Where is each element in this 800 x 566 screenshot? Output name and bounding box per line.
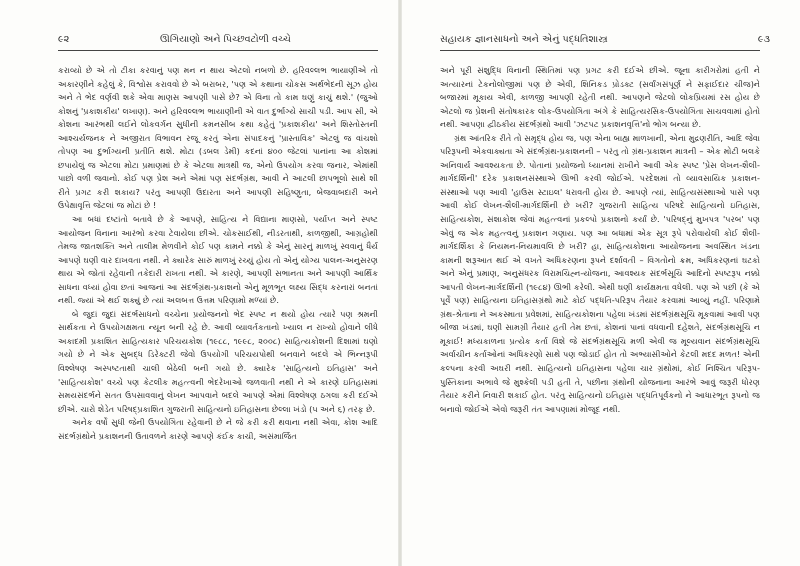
- left-page-number: ૯૨: [58, 34, 70, 45]
- right-page-number: ૯૩: [757, 34, 770, 45]
- right-header-rule: [440, 50, 760, 51]
- right-paragraph: અને પૂરી સંશુદ્ધિ વિનાની સ્થિતિમાં પણ પ્રગટ કરી દઈએ છીએ. જૂના કારીગરોમાં હતી ને અત્યારનાં ટેકનોલોજીમાં પણ છે એવી, શિનિકડ પ્રોડક્ટ (સર્વાંગસંપૂર્ણ ને સફાઈદાર ચીજ)ને બજારમાં મૂકાય એવી, કાળજી આપણી રહેતી નથી. આપણને જેટલો લોકપ્રિયમાં રસ હોય છે એટલો જ પ્રેશની સંતોષકારક લોક-ઉપયોગિતા અંગે કે સાહિત્યરસિક-ઉપયોગિતા સાચવવામાં હોતો નથી. આપણા દ્વીઠકીય સંદર્ભગ્રંથો આવી 'ઝટપટ પ્રકાશનવૃત્તિ'નો ભોગ બન્યા છે.: [440, 65, 760, 130]
- left-paragraph: આ બધાં દષ્ટાંતો બતાવે છે કે આપણે, સાહિત્ય ને વિદ્યાના માણસો, પર્યાપ્ત અને સ્પષ્ટ આયોજન વિનાના આરંભો કરવા ટેવાયેલા છીએ. ચોકસાઈથી, નીડરતાથી, કાળજીથી, આગ્રહોથી તેમજ જાતશક્તિ અને તાલીમ મેળવીને કોઈ પણ કામને નક્કો કે એનું સારનું માળખું સ્વવાનું ધૈર્ય આપણે ઘણી વાર દાખવતા નથી. ને ક્યારેક સારું માળખું રચ્યું હોય તો એનું યોગ્ય પાલન-અનુસરણ થાય એ જોતાં રહેવાની તકેદારી રાખતા નથી. એ કારણે, આપણી સભાનતા અને આપણી આર્થિક સાધના વધ્યાં હોવા છતાં આજનાં આ સંદર્ભગ્રંથ-પ્રકાશનો એનું મૂળભૂત લક્ષ્ય સિદ્ધ કરનારાં બનતાં નથી. જ્યાં એ થઈ શક્યું છે ત્યાં અલબત્ત ઉત્તમ પરિણામો મળ્યાં છે.: [58, 214, 378, 306]
- right-body-text: [440, 64, 760, 416]
- left-running-title: ઊગિયાણો અને પિચ્છવટોળી વચ્ચે: [160, 34, 291, 45]
- left-paragraph: અનેક વર્ષો સુધી જેની ઉપયોગિતા રહેવાની છે ને જે કરી કરી થવાના નથી એવા, કોશ આદિ સંદર્ભગ્રંથોને પ્રકાશનની ઉતાવળને કારણે આપણે કંઈક કાચી, અસંમાર્જિત: [58, 417, 378, 441]
- right-paragraph: ગ્રંથ આંતરિક રીતે તો સમૃદ્ધ હોય જ, પણ એના બાહ્ય માળખાની, એના મુદ્રણરીતિ, આદિ જેવા પરિરૂપની એકવાક્યતા એ સંદર્ભગ્રંથ-પ્રકાશનની – પરંતુ તો ગ્રંથ-પ્રકાશન માત્રની – એક મોટી બલકે અનિવાર્ય આવશ્યકતા છે. પોતાનાં પ્રયોજનો ધ્યાનમાં રાખીને આવી એક સ્પષ્ટ 'પ્રેસ લેખન-શૈલી-માર્ગદર્શિની' દરેક પ્રકાશનસંસ્થાએ ઊભી કરવી જોઈએ. પરદેશમાં તો વ્યાવસાયિક પ્રકાશન-સંસ્થાઓ પણ આવી 'હાઉસ સ્ટાઇલ' ધરાવતી હોય છે. આપણે ત્યાં, સાહિત્યસંસ્થાઓ પાસે પણ આવી કોઈ લેખન-શૈલી-માર્ગદર્શિની છે ખરી? ગુજરાતી સાહિત્ય પરિષદે સાહિત્યનો ઇતિહાસ, સાહિત્યકોશ, સંશાકોશ જેવાં મહત્ત્વનાં પ્રકલ્પો પ્રકાશનો કર્યાં છે. 'પરિષદ્‌નું મુખપત્ર 'પરબ' પણ એવું જ એક મહત્ત્વનું પ્રકાશન ગણાય. પણ આ બધામાં એક સૂત્ર રૂપે પરોવાયેલી કોઈ શૈલી-માર્ગદર્શિકા કે નિયમન-નિયમાવલિ છે ખરી? હા, સાહિત્યકોશના આયોજનના અવસ્થિત ખંડના કામની શરૂઆત થઈ એ વખતે અધિકરણના રૂપને દર્શાવતી – વિગતોનો ક્રમ, અધિકરણનાં ઘટકો અને એનું પ્રમાણ, અનુસંધરક વિરામચિહ્ન-યોજના, આવશ્યક સંદર્ભસૂચિ આદિનો સ્પષ્ટરૂપ નક્કો આપતી લેખન-માર્ગદર્શિની (૧૯૮૪) ઊભી કરેલી. એથી ઘણી કાર્યક્ષમતા વધેલી. પણ એ પછી (કે એ પૂર્વે પણ) સાહિત્યના ઇતિહાસગ્રંથો માટે કોઈ પદ્ધતિ-પરિરૂપ તૈયાર કરવામાં આવ્યું નહીં. પરિણામે ગ્રંથ-શ્રેતાના ને અકસ્માતા પ્રવેશમાં, સાહિત્યકોશના પહેલા ખંડમાં સંદર્ભગ્રંથસૂચિ મૂકવામાં આવી પણ બીજા ખંડમાં, ઘણી સામગ્રી તૈયાર હતી તેમ છતાં, કોશનાં પાનાં વધવાની દહેશતે, સંદર્ભગ્રંથસૂચિ ન મૂકાઈ! મધ્યકાળના પ્રત્યેક કર્તા વિશે જે સંદર્ભગ્રંથસૂચિ મળી એવી જ મૂલ્યવાન સંદર્ભગ્રંથસૂચિ અર્વાચીન કર્તાઓનાં અધિકરણો સાથે પણ જોડાઈ હોત તો અભ્યાસીઓને કેટલી મદદ મળત! એની કલ્પના કરવી અઘરી નથી. સાહિત્યનો ઇતિહાસના પહેલા ચાર ગ્રંથોમાં, કોઈ નિશ્ચિત પરિરૂપ-પુસ્તિકાના અભાવે જે મુશ્કેલી પડી હતી તે, પછીના ગ્રંથોની યોજનાના આરંભે આવું જરૂરી ધોરણ તૈયાર કરીને નિવારી શકાઈ હોત. પરંતુ સાહિત્યનો ઇતિહાસ પદ્ધતિપૂર્વકનો ને આધારભૂત રૂપનો જ બનાવો જોઈએ એવો જરૂરી તંત આપણામાં મોજૂદ નથી.: [440, 132, 760, 414]
- right-running-title: સહાયક જ્ઞાનસાધનો અને એનું પદ્ધતિશાસ્ત્ર: [440, 34, 608, 45]
- left-header-rule: [58, 50, 378, 51]
- left-paragraph: કરાવ્યો છે એ તો ટીકા કરવાનું પણ મન ન થાય એટલો નબળો છે. હરિવલ્લભ ભાયાણીએ તો અકારણીને કહેલું કે, વિશ્વોસ કરાવવો છે એ બરાબર, 'પણ એ કથાના ચોકસ અર્થભેદની સૂઝ હોય અને તે ભેદ વર્ણવી શકે એવા માણસ આપણી પાસે છે? એ વિના તો કામ ઘણું કાચું થશે.' (જુઓ કોશનું 'પ્રકાશકીય' લખાણ). અને હરિવલ્લભ ભાયાણીની એ વાત દુર્ભાગ્યે સાચી પડી. આપ સી, એ કોશના આરંભથી લઈને લોકવર્ગન સુધીની કમનસીબ કથા કહેતું 'પ્રકાશકીય' અને શિસ્તોસ્તની આશ્ચર્યજનક ને અજીરાત વિભાવન રજૂ કરતું એના સંપાદકનું 'પ્રાસ્તાવિક' એટલું જ વાંચશો તોપણ આ દુર્ભાગ્યની પ્રતીતિ થશે. મોટા (ડબલ ડેમી) કદનાં ૪૦૦ જેટલાં પાનાંના આ કોશમાં છપાયેલું જ એટલા મોટા પ્રમાણમાં છે કે એટલા માત્રથી જ, એનો ઉપયોગ કરવા જનાર, એમાંથી પાછો વળી જવાનો. કોઈ પણ પ્રેશ અને એમાં પણ સંદર્ભગ્રંથ, આવી ને આટલી છાપભૂલો સાથે શી રીતે પ્રગટ કરી શકાય? પરંતુ આપણી ઉદારતા અને આપણી સહિષ્ણુતા, બેજવાબદારી અને ઉપેક્ષાવૃત્તિ જેટલાં જ મોટાં છે !: [58, 65, 378, 211]
- left-body-text: [58, 64, 378, 443]
- right-page: [400, 0, 800, 566]
- left-paragraph: બે જુદાં જુદાં સંદર્ભસાધનો વચ્ચેના પ્રયોજનનો ભેદ સ્પષ્ટ ન થયો હોય ત્યારે પણ શ્રમની સાર્થકતા ને ઉપયોગક્ષમતા ન્યૂન બની રહે છે. આવી વ્યાવર્તકતાનો ખ્યાલ ન રાખ્યો હોવાને લીધે અકાદમી પ્રકાશિત સાહિત્યકાર પરિચયકોશ (૧૯૮૮, ૧૯૯૮, ૨૦૦૮) સાહિત્યકોશની દિશામાં ઘણો ગયો છે ને એક સુબદ્ધ ડિરેક્ટરી જેવો ઉપયોગી પરિચયપોથી બનવાને બદલે એ ભિન્નરૂપી વિશ્લેષણ અસ્પષ્ટતાથી ચાલી બેઠેલી બની ગયો છે. ક્યારેક 'સાહિત્યનો ઇતિહાસ' અને 'સાહિત્યકોશ' વચ્ચે પણ કેટલીક મહત્ત્વની ભેદરેખાઓ જળવાતી નથી ને એ કારણે ઇતિહાસમાં સમયસંદર્ભને સતત ઉપસાવવાનું લેખન આપવાને બદલે આપણે એમાં વિશ્લેષણ ઠગલા કરી દઈએ છીએ. ચારો શેડેત પરિષદ્પ્રકાશિત ગુજરાતી સાહિત્યનો ઇતિહાસના છેલ્લા ખંડો (૫ અને ૬) તરફ છે.: [58, 308, 378, 414]
